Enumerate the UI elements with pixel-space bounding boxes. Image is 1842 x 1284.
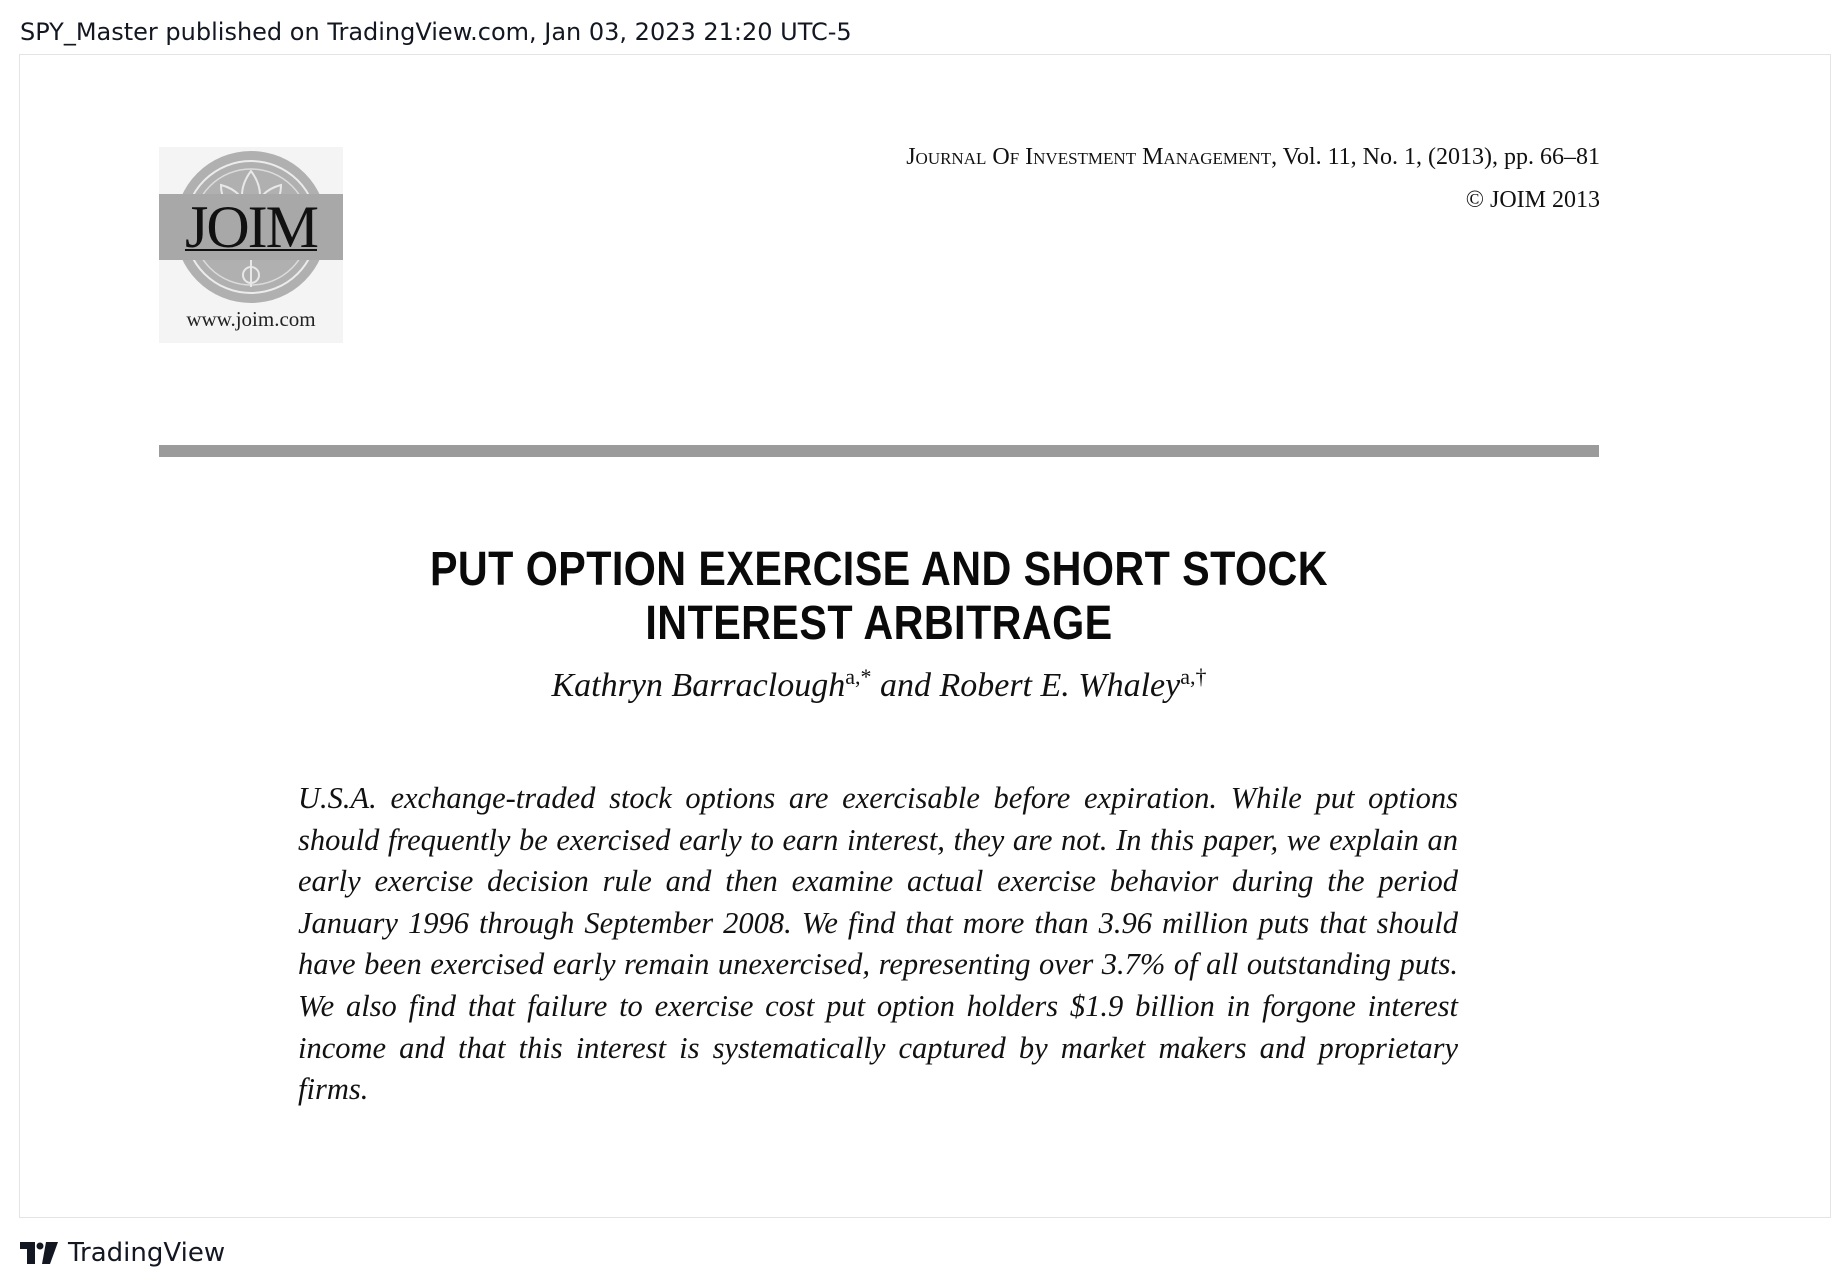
copyright: © JOIM 2013 xyxy=(1465,187,1600,213)
publish-info: SPY_Master published on TradingView.com, Jan 03, 2023 21:20 UTC-5 xyxy=(20,18,852,46)
author-2: Robert E. Whaley xyxy=(939,667,1181,704)
footer-brand-name: TradingView xyxy=(68,1238,226,1268)
author-1: Kathryn Barraclough xyxy=(551,667,846,704)
title-line-2: INTEREST ARBITRAGE xyxy=(645,597,1113,650)
header-rule xyxy=(159,445,1599,457)
journal-details: , Vol. 11, No. 1, (2013), pp. 66–81 xyxy=(1271,144,1600,170)
author-2-marks: a,† xyxy=(1180,664,1207,689)
journal-logo xyxy=(159,147,343,343)
title-line-1: PUT OPTION EXERCISE AND SHORT STOCK xyxy=(429,543,1329,596)
journal-citation xyxy=(906,144,1600,171)
author-connector: and xyxy=(871,667,940,704)
footer-branding[interactable] xyxy=(20,1236,225,1270)
logo-url: www.joim.com xyxy=(186,307,316,331)
author-line xyxy=(159,664,1599,705)
author-1-marks: a,* xyxy=(845,664,872,689)
journal-name: Journal Of Investment Management xyxy=(906,144,1272,170)
abstract: U.S.A. exchange-traded stock options are exercisable before expiration. While put options should frequently be exercised early to earn interest, they are not. In this paper, we explain an early exercise decision rule and then examine actual exercise behavior during the period January 1996 through September 2008. We find that more than 3.96 million puts that should have been exercised early remain unexercised, representing over 3.7% of all outstanding puts. We also find that failure to exercise cost put option holders $1.9 billion in forgone interest income and that this interest is systematically captured by market makers and proprietary firms. xyxy=(298,781,1458,1107)
logo-wordmark: JOIM xyxy=(184,194,317,260)
tradingview-logo-icon xyxy=(20,1242,58,1264)
paper-title xyxy=(260,543,1498,651)
